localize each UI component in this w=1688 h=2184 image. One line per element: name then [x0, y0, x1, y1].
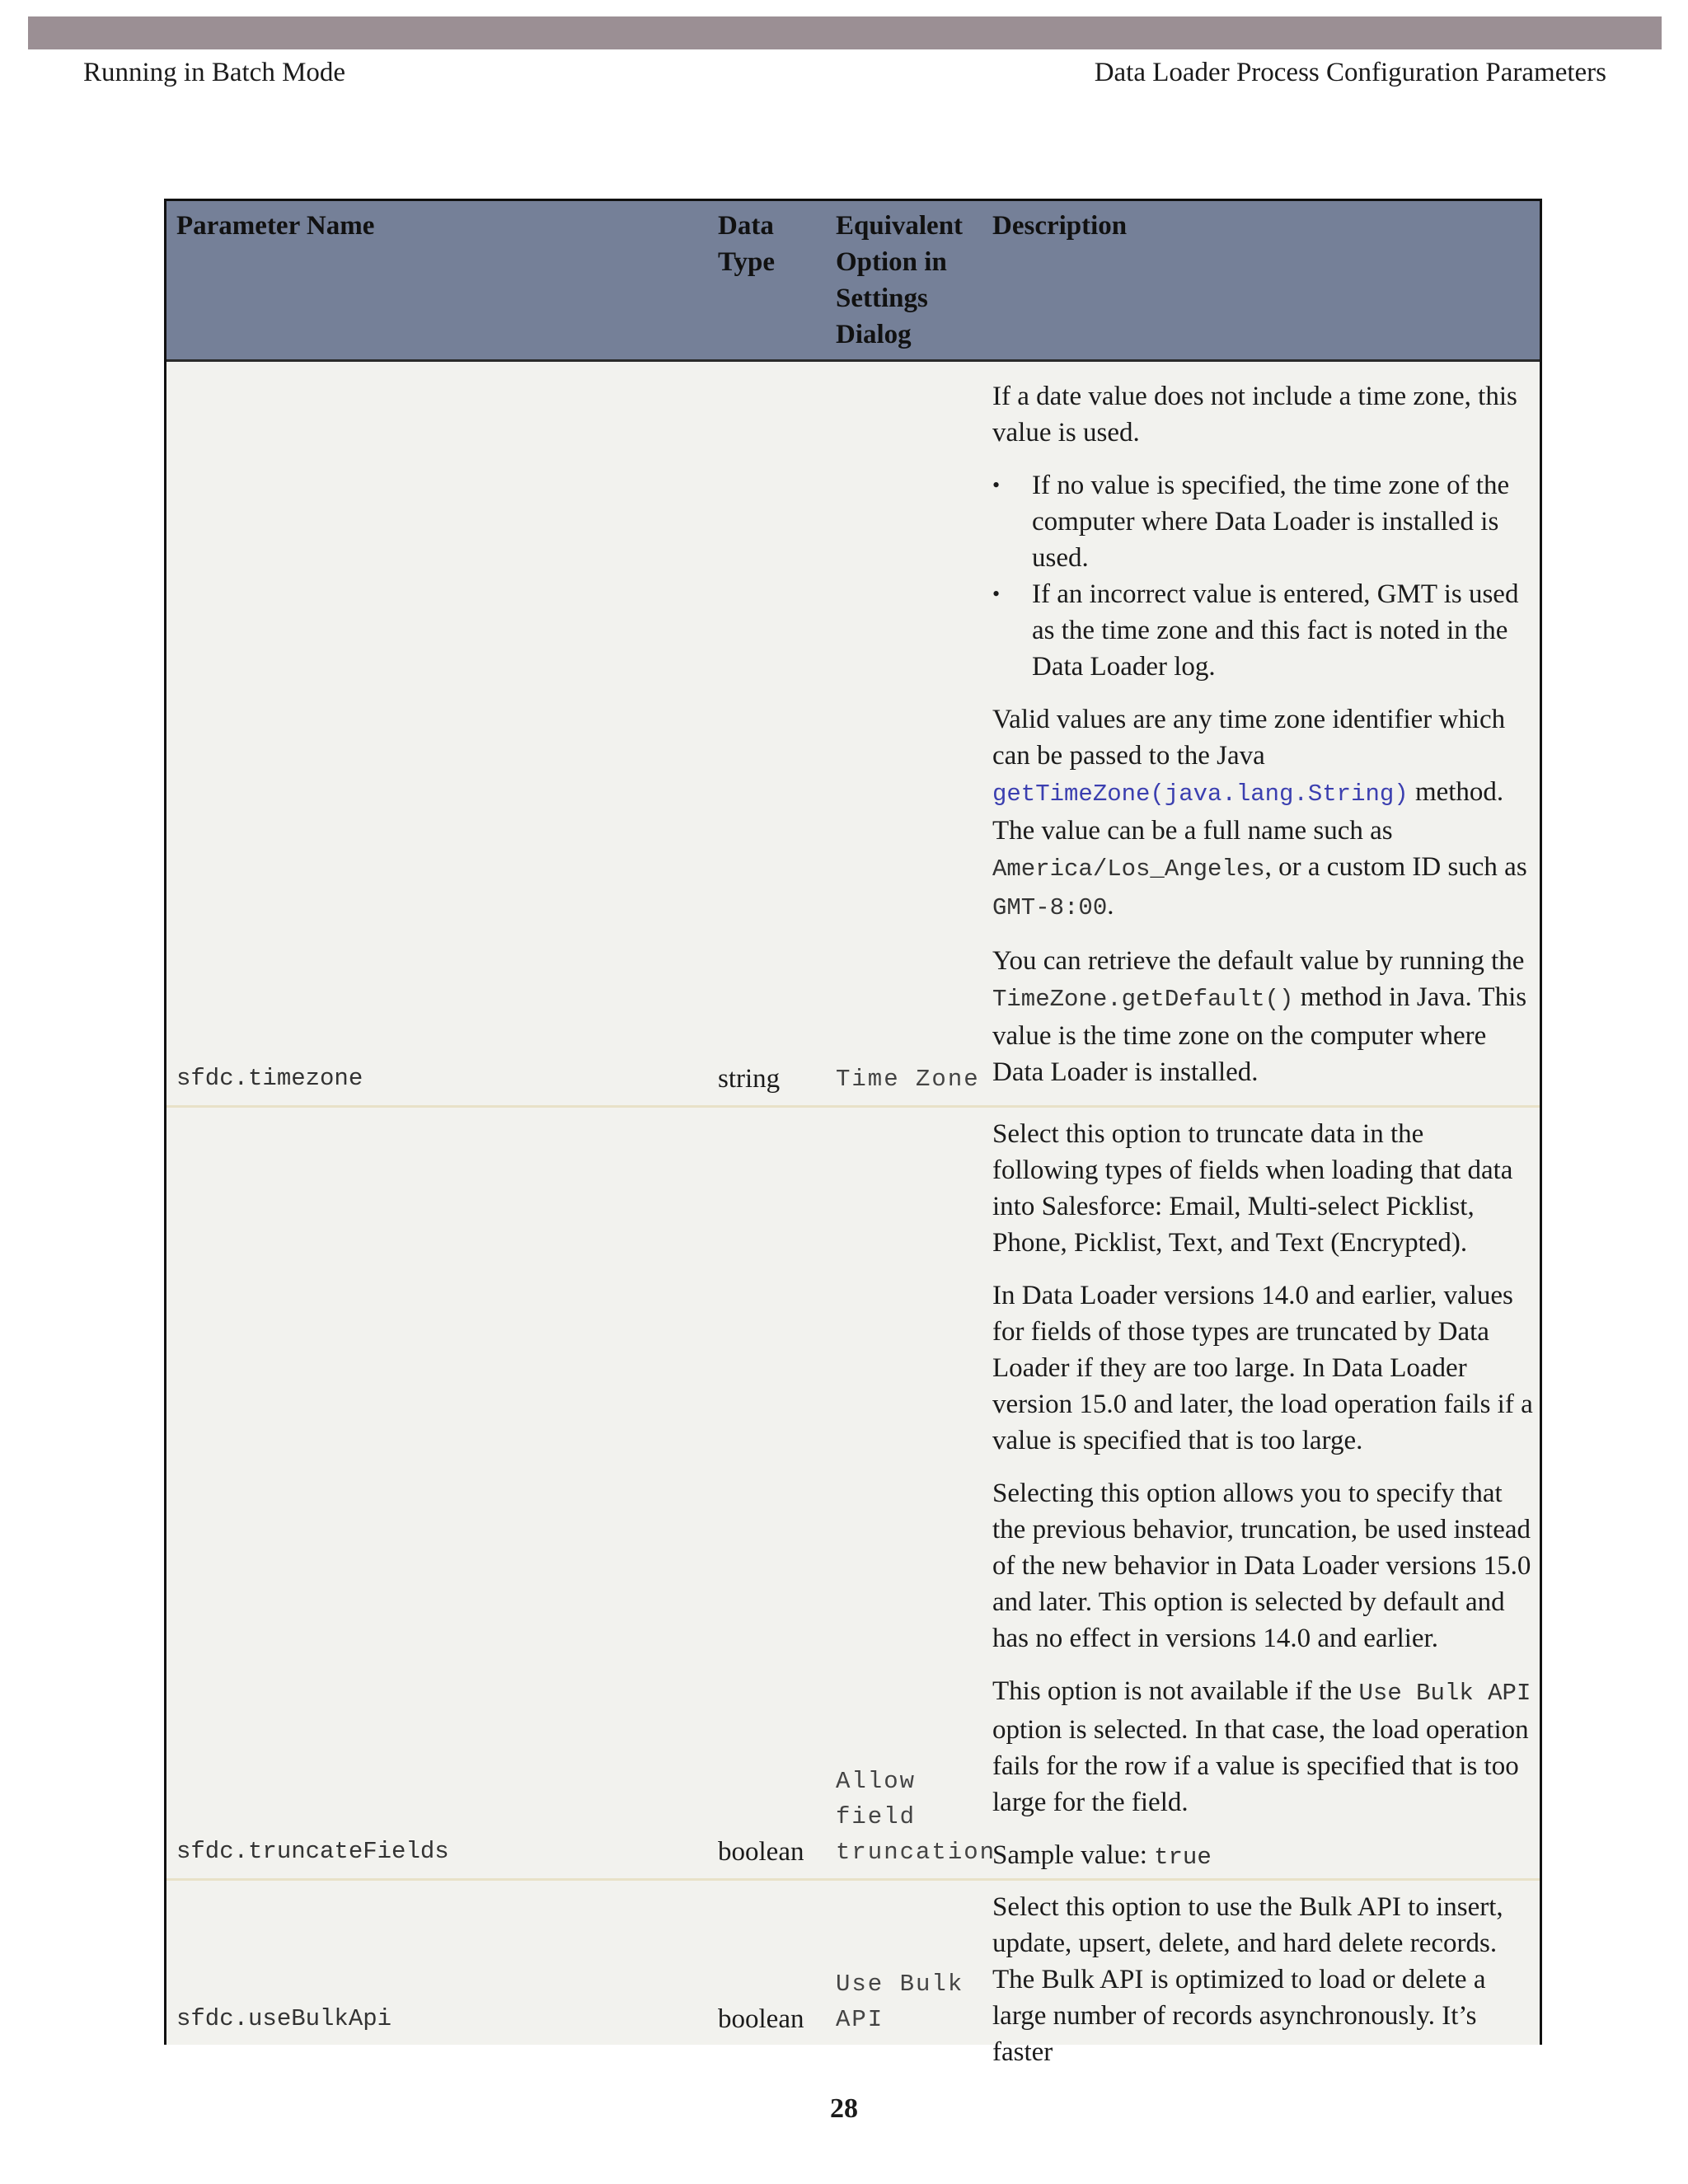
text: method. The value can be a full name such as: [992, 777, 1504, 846]
description-paragraph: If a date value does not include a time zone, this value is used.: [992, 382, 1517, 448]
bullet-list: [992, 467, 1533, 685]
running-head-right: Data Loader Process Configuration Parameters: [1094, 58, 1606, 87]
parameter-name: sfdc.timezone: [176, 1065, 363, 1092]
header-description: Description: [992, 211, 1128, 241]
text: .: [1107, 891, 1114, 921]
data-type: boolean: [718, 1837, 804, 1867]
settings-option: Allow field truncation: [836, 1768, 996, 1866]
code-inline: GMT-8:00: [992, 894, 1108, 921]
text: This option is not available if the: [992, 1676, 1359, 1706]
description-paragraph: Select this option to use the Bulk API to insert, update, upsert, delete, and hard delete records. The Bulk API is optimized to load or delete a large number of records asynchronously. It’s faster: [992, 1892, 1503, 2067]
gettimezone-link[interactable]: getTimeZone(java.lang.String): [992, 780, 1409, 808]
table-row: [166, 1881, 1540, 2067]
text: , or a custom ID such as: [1264, 852, 1527, 882]
parameter-name: sfdc.truncateFields: [176, 1838, 449, 1865]
data-type: boolean: [718, 2004, 804, 2034]
code-inline: America/Los_Angeles: [992, 855, 1265, 883]
table-header-row: [166, 201, 1540, 362]
description-paragraph: [992, 701, 1533, 926]
code-inline: TimeZone.getDefault(): [992, 986, 1294, 1013]
description: [987, 1881, 1540, 2079]
description-paragraph: [992, 943, 1533, 1090]
bullet-item: • If no value is specified, the time zone of the computer where Data Loader is installed is used.: [1032, 467, 1533, 576]
description-paragraph: [992, 1673, 1533, 1821]
description: [987, 1108, 1540, 1884]
settings-option: Time Zone: [836, 1066, 980, 1093]
header-parameter-name: Parameter Name: [176, 211, 375, 241]
parameters-table: [164, 199, 1542, 2067]
code-inline: true: [1154, 1844, 1212, 1871]
description-paragraph: Select this option to truncate data in the following types of fields when loading that data into Salesforce: Email, Multi-select Picklist, Phone, Picklist, Text, and Text (Encrypted).: [992, 1119, 1513, 1258]
description-paragraph: [992, 1837, 1533, 1876]
text: Valid values are any time zone identifier which can be passed to the Java: [992, 705, 1506, 771]
top-color-bar: [28, 16, 1662, 49]
code-inline: Use Bulk API: [1358, 1680, 1531, 1707]
data-type: string: [718, 1064, 781, 1094]
table-row: [166, 1108, 1540, 1881]
text: You can retrieve the default value by running the: [992, 946, 1525, 976]
page-number: 28: [830, 2093, 858, 2124]
description-paragraph: In Data Loader versions 14.0 and earlier, values for fields of those types are truncated by Data Loader if they are too large. In Data Loader version 15.0 and later, the load operation fails if a value is specified that is too large.: [992, 1281, 1533, 1455]
text: option is selected. In that case, the load operation fails for the row if a value is specified that is too large for the field.: [992, 1715, 1529, 1817]
running-head-left: Running in Batch Mode: [83, 58, 346, 87]
bullet-item: • If an incorrect value is entered, GMT is used as the time zone and this fact is noted in the Data Loader log.: [1032, 576, 1533, 685]
description: [987, 362, 1540, 1099]
parameter-name: sfdc.useBulkApi: [176, 2005, 392, 2032]
settings-option: Use Bulk API: [836, 1971, 964, 2033]
text: Sample value:: [992, 1840, 1155, 1870]
header-data-type: Data Type: [718, 211, 776, 277]
text: method in Java. This value is the time zone on the computer where Data Loader is installed.: [992, 982, 1527, 1087]
header-equivalent-option: Equivalent Option in Settings Dialog: [836, 211, 964, 349]
description-paragraph: Selecting this option allows you to specify that the previous behavior, truncation, be used instead of the new behavior in Data Loader versions 15.0 and later. This option is selected by default and has no effect in versions 14.0 and earlier.: [992, 1479, 1531, 1653]
table-row: [166, 362, 1540, 1108]
